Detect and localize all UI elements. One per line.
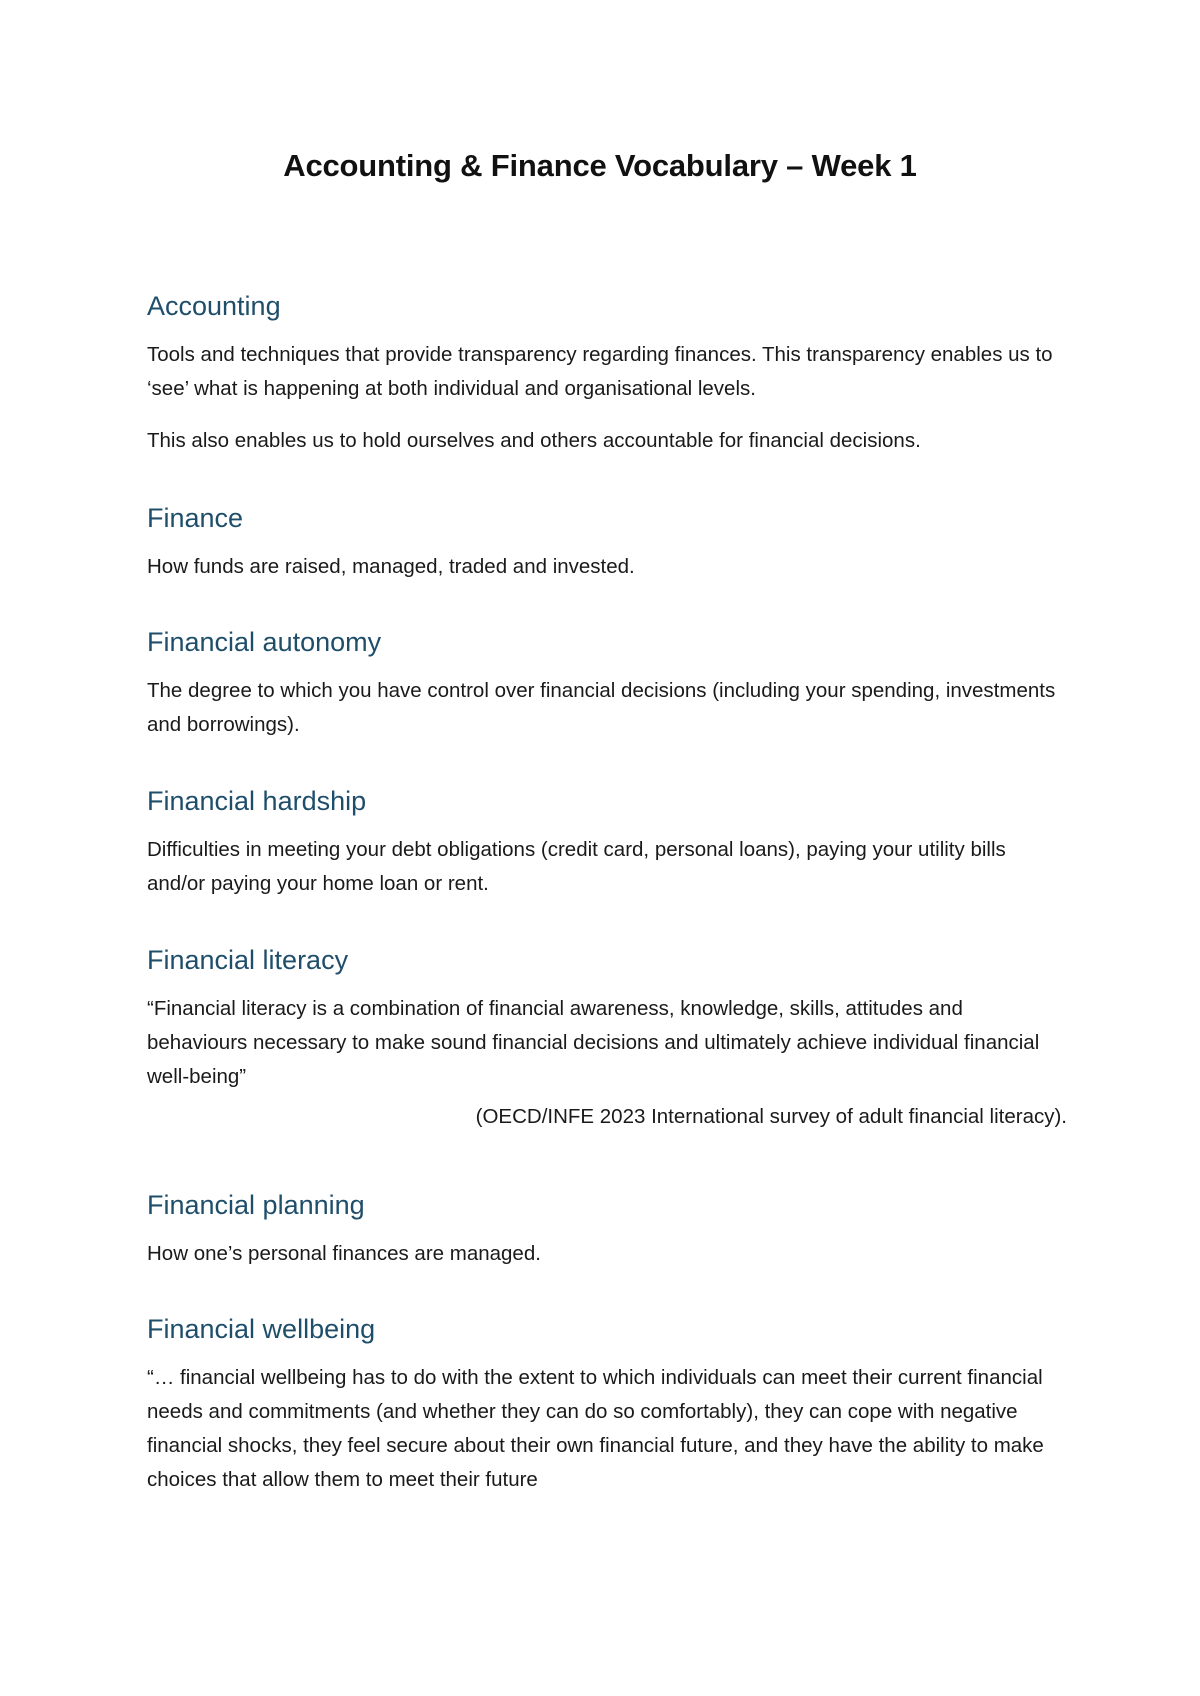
- term-accounting: [147, 288, 1067, 458]
- term-financial-planning: [147, 1187, 1067, 1271]
- term-heading: Financial literacy: [147, 945, 349, 975]
- term-citation: (OECD/INFE 2023 International survey of adult financial literacy).: [475, 1105, 1067, 1128]
- term-heading: Financial wellbeing: [147, 1314, 376, 1344]
- term-definition: Tools and techniques that provide transparency regarding finances. This transparency enables us to ‘see’ what is happening at both individual and organisational levels.: [147, 343, 1053, 400]
- term-financial-hardship: [147, 783, 1067, 901]
- term-heading: Accounting: [147, 291, 281, 321]
- term-definition: Difficulties in meeting your debt obligations (credit card, personal loans), paying your utility bills and/or paying your home loan or rent.: [147, 838, 1006, 895]
- term-definition: The degree to which you have control over financial decisions (including your spending, investments and borrowings).: [147, 679, 1056, 736]
- term-heading: Financial autonomy: [147, 627, 382, 657]
- term-financial-autonomy: [147, 624, 1067, 742]
- term-heading: Finance: [147, 503, 244, 533]
- term-definition: “Financial literacy is a combination of financial awareness, knowledge, skills, attitudes and behaviours necessary to make sound financial decisions and ultimately achieve individual financial well-being”: [147, 997, 1040, 1088]
- term-finance: [147, 500, 1067, 584]
- document-title: Accounting & Finance Vocabulary – Week 1: [283, 148, 917, 183]
- term-definition: How funds are raised, managed, traded and invested.: [147, 555, 635, 578]
- term-financial-literacy: [147, 942, 1067, 1134]
- term-definition: “… financial wellbeing has to do with the extent to which individuals can meet their current financial needs and commitments (and whether they can do so comfortably), they can cope with negative financial shocks, they feel secure about their own financial future, and they have the ability to make choices that allow them to meet their future: [147, 1366, 1044, 1491]
- term-financial-wellbeing: [147, 1311, 1067, 1497]
- term-heading: Financial planning: [147, 1190, 365, 1220]
- term-definition: How one’s personal finances are managed.: [147, 1242, 541, 1265]
- term-definition: This also enables us to hold ourselves and others accountable for financial decisions.: [147, 429, 921, 452]
- term-heading: Financial hardship: [147, 786, 367, 816]
